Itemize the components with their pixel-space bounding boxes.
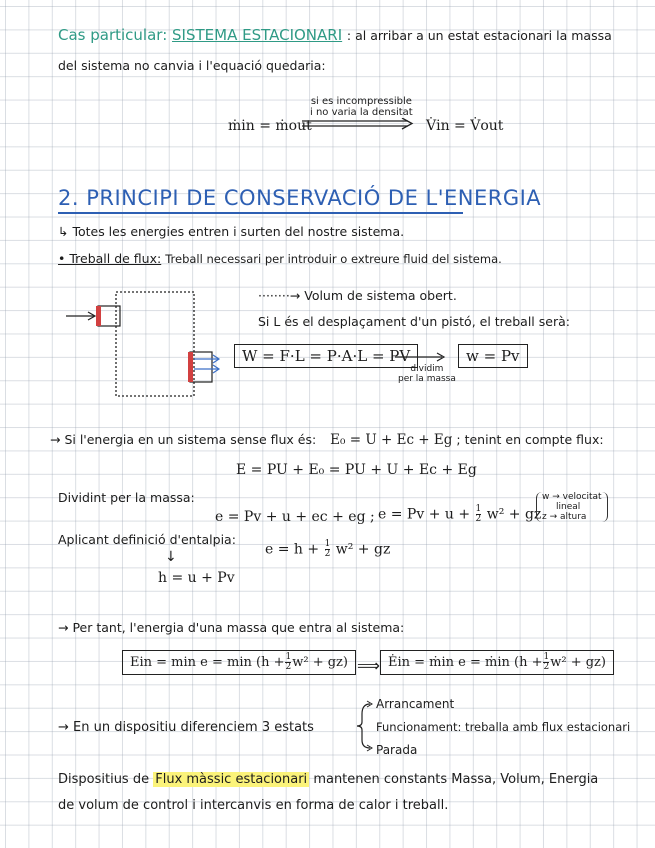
case-heading: Cas particular: (58, 26, 168, 44)
state-arrancament: Arrancament (376, 697, 455, 711)
mass-energy-line: → Per tant, l'energia d'una massa que entra al sistema: (58, 620, 405, 635)
eq-energy-no-flux: E₀ = U + Ec + Eg (330, 432, 453, 448)
arrow-label-2: per la massa (398, 374, 456, 384)
energy-line-1b: ; tenint en compte flux: (456, 432, 604, 447)
arrow-down-icon: ↓ (165, 549, 177, 565)
eq-volume-flow: V̇in = V̇out (426, 118, 504, 134)
eq-enthalpy-a: e = h + (265, 541, 320, 558)
closing-line-2: de volum de control i intercanvis en forma de calor i treball. (58, 798, 449, 813)
energy-rate-box: Ėin = ṁin e = ṁin (h + $\frac{1}{2}$ w² + gz) (380, 650, 614, 675)
eq-specific-2b: w² + gz (486, 506, 542, 523)
brace-icon (356, 700, 376, 752)
eq-mass-flow: ṁin = ṁout (228, 118, 312, 134)
state-funcionament: Funcionament: treballa amb flux estacionari (376, 720, 631, 734)
closing-w1: Dispositius de (58, 772, 150, 787)
flux-text: Treball necessari per introduir o extreure fluid del sistema. (165, 252, 502, 266)
variable-notes: w → velocitat lineal z → altura (536, 492, 608, 522)
eq-enthalpy-def: h = u + Pv (158, 570, 235, 586)
implies-arrow-icon (300, 118, 418, 130)
arrow-note-2: i no varia la densitat (310, 107, 413, 118)
energy-line-1: → Si l'energia en un sistema sense flux és: (50, 432, 317, 447)
eq-specific-1: e = Pv + u + ec + eg ; (215, 509, 375, 525)
eq-specific-2a: e = Pv + u + (378, 506, 471, 523)
state-parada: Parada (376, 743, 418, 757)
flux-label: • Treball de flux: (58, 251, 162, 266)
one-half-fraction-2: $\frac{1}{2}$ (324, 539, 331, 559)
section-title: 2. PRINCIPI DE CONSERVACIÓ DE L'ENERGIA (58, 186, 542, 210)
highlight-steady-flow: Flux màssic estacionari (155, 772, 308, 787)
case-text-1: : al arribar a un estat estacionari la massa (346, 28, 612, 43)
closing-w2: mantenen constants Massa, Volum, Energia (313, 772, 599, 787)
piston-sentence: Si L és el desplaçament d'un pistó, el treball serà: (258, 314, 570, 329)
work-equation-box: W = F·L = P·A·L = PV (234, 344, 418, 368)
energy-in-box: Ein = min e = min (h + $\frac{1}{2}$ w² + gz) (122, 650, 356, 675)
arrow-right-icon (394, 352, 448, 362)
states-line: → En un dispositiu diferenciem 3 estats (58, 720, 314, 735)
specific-work-box: w = Pv (458, 344, 528, 368)
arrow-label-1: dividim (410, 364, 444, 374)
eq-enthalpy-b: w² + gz (335, 541, 391, 558)
title-underline (58, 212, 463, 214)
energies-line: ↳ Totes les energies entren i surten del nostre sistema. (58, 224, 405, 239)
diagram-legend: ········→ Volum de sistema obert. (258, 288, 457, 303)
arrow-note-1: si es incompressible (310, 96, 412, 107)
eq-energy-flux: E = PU + E₀ = PU + U + Ec + Eg (236, 462, 477, 478)
implies-icon: ⟹ (357, 656, 380, 675)
case-text-2: del sistema no canvia i l'equació quedaria: (58, 58, 326, 73)
divide-mass-line: Dividint per la massa: (58, 490, 195, 505)
enthalpy-line: Aplicant definició d'entalpia: (58, 532, 236, 547)
one-half-fraction: $\frac{1}{2}$ (475, 504, 482, 524)
case-topic: SISTEMA ESTACIONARI (172, 26, 343, 44)
open-system-diagram (66, 284, 226, 404)
